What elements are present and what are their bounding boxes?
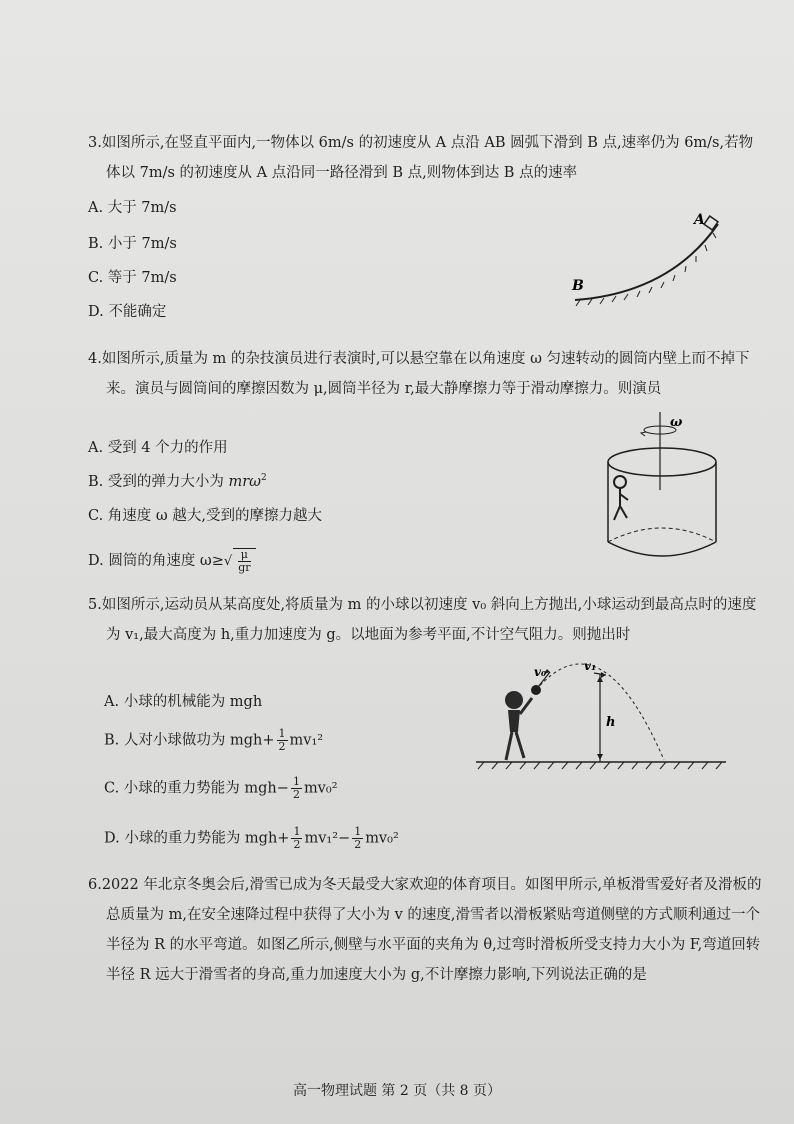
q4-cylinder-figure	[600, 410, 730, 560]
q4-option-b-text: B. 受到的弹力大小为	[88, 474, 229, 490]
q5-stem: 5.如图所示,运动员从某高度处,将质量为 m 的小球以初速度 v₀ 斜向上方抛出,小球运动到最高点时的速度为 v₁,最大高度为 h,重力加速度为 g。以地面为参考平面,不计空气阻力。则抛出时	[88, 597, 757, 643]
q4-option-b-formula: mrω	[228, 474, 261, 490]
q3-arc-figure	[560, 208, 740, 308]
q3-option-b: B. 小于 7m/s	[88, 236, 177, 252]
q4-omega-label: ω	[670, 415, 683, 430]
q5-projectile-figure	[476, 654, 736, 774]
q4-option-d: D. 圆筒的角速度 ω≥√ $\frac{\mu}{gr}$	[88, 548, 256, 574]
q6-stem: 6.2022 年北京冬奥会后,滑雪已成为冬天最受大家欢迎的体育项目。如图甲所示,单板滑雪爱好者及滑板的总质量为 m,在安全速降过程中获得了大小为 v 的速度,滑雪者以滑板紧贴弯道侧壁的方式顺利通过一个半径为 R 的水平弯道。如图乙所示,侧壁与水平面的夹角为 θ,过弯时滑板所受支持力大小为 F,弯道回转半径 R 远大于滑雪者的身高,重力加速度大小为 g,不计摩擦力影响,下列说法正确的是	[88, 877, 762, 983]
q5-option-b: B. 人对小球做功为 mgh+ $\frac{1}{2}$ mv₁²	[104, 727, 324, 753]
q3-label-a: A	[694, 212, 705, 228]
q5-h-label: h	[606, 715, 616, 730]
q4-option-d-num: μ	[238, 549, 250, 562]
q5-v1-label: v₁	[584, 659, 597, 673]
q4-option-c: C. 角速度 ω 越大,受到的摩擦力越大	[88, 508, 322, 524]
q4-stem: 4.如图所示,质量为 m 的杂技演员进行表演时,可以悬空靠在以角速度 ω 匀速转动的圆筒内壁上而不掉下来。演员与圆筒间的摩擦因数为 μ,圆筒半径为 r,最大静摩擦力等于滑动摩擦力。则演员	[88, 351, 750, 397]
page-footer: 高一物理试题 第 2 页（共 8 页）	[292, 1083, 502, 1099]
q5-option-c: C. 小球的重力势能为 mgh− $\frac{1}{2}$ mv₀²	[104, 775, 338, 801]
q3-option-d: D. 不能确定	[88, 304, 167, 320]
q4-option-d-den: gr	[238, 561, 251, 574]
q5-v0-label: v₀	[534, 665, 547, 679]
q5-option-d: D. 小球的重力势能为 mgh+ $\frac{1}{2}$ mv₁²− $\frac{1}{2}$ mv₀²	[104, 825, 399, 851]
q4-option-a: A. 受到 4 个力的作用	[88, 440, 228, 456]
q5-option-a: A. 小球的机械能为 mgh	[104, 694, 263, 710]
q3-label-b: B	[572, 278, 584, 294]
q3-option-c: C. 等于 7m/s	[88, 270, 177, 286]
q4-option-d-text: D. 圆筒的角速度 ω≥	[88, 553, 224, 569]
q3-option-a: A. 大于 7m/s	[88, 200, 177, 216]
q3-stem: 3.如图所示,在竖直平面内,一物体以 6m/s 的初速度从 A 点沿 AB 圆弧下滑到 B 点,速率仍为 6m/s,若物体以 7m/s 的初速度从 A 点沿同一路径滑到 B 点,则物体到达 B 点的速率	[88, 135, 754, 181]
athlete-figure	[505, 691, 532, 760]
performer-figure	[614, 476, 628, 520]
q4-option-b: B. 受到的弹力大小为 mrω$^2$	[88, 473, 267, 490]
